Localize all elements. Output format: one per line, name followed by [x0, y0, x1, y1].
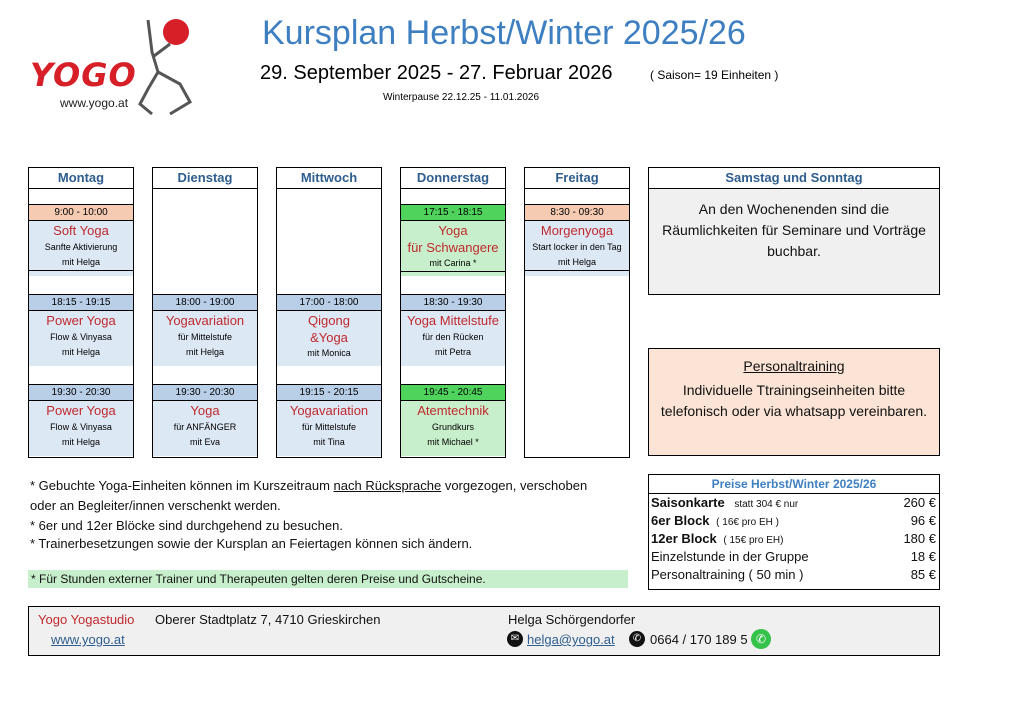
course-slot[interactable] [29, 204, 133, 276]
phone-icon: ✆ [629, 631, 645, 647]
slot-time: 9:00 - 10:00 [29, 204, 133, 221]
price-value: 180 € [903, 531, 936, 546]
note-line: * Trainerbesetzungen sowie der Kursplan an Feiertagen können sich ändern. [30, 536, 473, 551]
slot-time: 18:00 - 19:00 [153, 294, 257, 311]
weekend-text-line: buchbar. [767, 243, 821, 259]
price-row [649, 530, 939, 548]
slot-name: Yoga [438, 223, 468, 238]
slot-name: Yogavariation [165, 313, 245, 328]
price-row [649, 548, 939, 566]
slot-trainer: mit Helga [29, 255, 133, 271]
personal-training-title: Personaltraining [743, 358, 845, 374]
course-slot[interactable] [277, 294, 381, 366]
price-row [649, 512, 939, 530]
day-column-donnerstag [400, 167, 506, 458]
slot-desc: Sanfte Aktivierung [44, 242, 118, 252]
slot-trainer: mit Michael * [427, 437, 479, 447]
slot-desc: Flow & Vinyasa [50, 422, 112, 432]
slot-name-line2: für Schwangere [407, 240, 499, 255]
footer [28, 606, 940, 656]
day-column-montag [28, 167, 134, 458]
slot-trainer: mit Helga [525, 255, 629, 271]
slot-trainer: mit Eva [189, 437, 220, 447]
price-label: Einzelstunde in der Gruppe [651, 549, 809, 564]
day-header: Donnerstag [401, 168, 505, 189]
price-title: Preise Herbst/Winter 2025/26 [649, 475, 939, 494]
slot-time: 19:45 - 20:45 [401, 384, 505, 401]
price-label: 12er Block [651, 531, 717, 546]
course-dates: 29. September 2025 - 27. Februar 2026 [260, 62, 613, 84]
price-box [648, 474, 940, 590]
logo-url[interactable]: www.yogo.at [60, 96, 129, 110]
slot-desc: für Mittelstufe [177, 332, 233, 342]
weekend-text-line: Räumlichkeiten für Seminare und Vorträge [662, 222, 926, 238]
price-note: statt 304 € nur [734, 499, 799, 510]
season-info: ( Saison= 19 Einheiten ) [650, 68, 779, 82]
slot-trainer: mit Tina [313, 437, 345, 447]
slot-time: 8:30 - 09:30 [525, 204, 629, 221]
weekend-title: Samstag und Sonntag [649, 168, 939, 189]
price-value: 85 € [910, 567, 936, 582]
page-title: Kursplan Herbst/Winter 2025/26 [262, 14, 746, 52]
slot-trainer: mit Helga [61, 437, 100, 447]
note-text: * Gebuchte Yoga-Einheiten können im Kurszeitraum [30, 478, 334, 493]
slot-name: Power Yoga [46, 313, 116, 328]
personal-text-line: Individuelle Ttrainingseinheiten bitte [682, 382, 906, 398]
course-slot[interactable] [29, 384, 133, 456]
slot-trainer: mit Monica [307, 348, 351, 358]
price-row [649, 566, 939, 584]
weekend-text-line: An den Wochenenden sind die [698, 201, 890, 217]
slot-name: Yoga [190, 403, 220, 418]
slot-trainer: mit Carina * [401, 256, 505, 272]
price-row [649, 494, 939, 512]
slot-time: 19:15 - 20:15 [277, 384, 381, 401]
course-slot[interactable] [29, 294, 133, 366]
slot-trainer: mit Helga [185, 347, 224, 357]
course-slot[interactable] [401, 384, 505, 456]
slot-time: 19:30 - 20:30 [153, 384, 257, 401]
note-underlined: nach Rücksprache [333, 478, 442, 493]
price-label: Saisonkarte [651, 495, 725, 510]
price-value: 96 € [910, 513, 936, 528]
slot-desc: Start locker in den Tag [532, 242, 622, 252]
course-slot[interactable] [401, 204, 505, 276]
day-header: Montag [29, 168, 133, 189]
day-header: Dienstag [153, 168, 257, 189]
slot-name: Yoga Mittelstufe [406, 313, 500, 328]
slot-name: Qigong [308, 313, 350, 328]
slot-name: Morgenyoga [540, 223, 614, 238]
note-line [30, 478, 587, 493]
price-note: ( 16€ pro EH ) [716, 517, 779, 528]
note-text: vorgezogen, verschoben [441, 478, 588, 493]
slot-name: Atemtechnik [417, 403, 489, 418]
studio-address: Oberer Stadtplatz 7, 4710 Grieskirchen [155, 612, 381, 627]
personal-training-box [648, 348, 940, 456]
contact-name: Helga Schörgendorfer [508, 612, 636, 627]
note-external-trainers: * Für Stunden externer Trainer und Therapeuten gelten deren Preise und Gutscheine. [28, 570, 628, 588]
studio-name: Yogo Yogastudio [38, 612, 135, 627]
slot-time: 17:15 - 18:15 [401, 204, 505, 221]
slot-desc: Grundkurs [431, 422, 475, 432]
course-slot[interactable] [153, 294, 257, 366]
whatsapp-icon[interactable]: ✆ [751, 629, 771, 649]
website-link[interactable]: www.yogo.at [51, 632, 125, 647]
slot-trainer: mit Helga [61, 347, 100, 357]
email-link[interactable]: helga@yogo.at [527, 632, 615, 647]
slot-name: Soft Yoga [53, 223, 109, 238]
day-header: Freitag [525, 168, 629, 189]
personal-training-text [649, 380, 939, 422]
price-value: 260 € [903, 495, 936, 510]
note-line: * 6er und 12er Blöcke sind durchgehend zu besuchen. [30, 518, 343, 533]
day-header: Mittwoch [277, 168, 381, 189]
phone-number[interactable]: 0664 / 170 189 5 [650, 632, 748, 647]
mail-icon: ✉ [507, 631, 523, 647]
slot-time: 18:30 - 19:30 [401, 294, 505, 311]
slot-time: 17:00 - 18:00 [277, 294, 381, 311]
logo-text: YOGO [30, 56, 137, 94]
slot-name: Yogavariation [289, 403, 369, 418]
price-note: ( 15€ pro EH) [723, 535, 784, 546]
note-line: oder an Begleiter/innen verschenkt werden. [30, 498, 281, 513]
slot-name-line2: &Yoga [310, 330, 348, 345]
course-slot[interactable] [525, 204, 629, 276]
course-slot[interactable] [401, 294, 505, 366]
course-slot[interactable] [277, 384, 381, 456]
slot-desc: für Mittelstufe [301, 422, 357, 432]
day-column-mittwoch [276, 167, 382, 458]
slot-time: 19:30 - 20:30 [29, 384, 133, 401]
price-value: 18 € [910, 549, 936, 564]
slot-desc: für ANFÄNGER [173, 422, 237, 432]
slot-time: 18:15 - 19:15 [29, 294, 133, 311]
slot-trainer: mit Petra [434, 347, 471, 357]
slot-desc: Flow & Vinyasa [50, 332, 112, 342]
day-column-freitag [524, 167, 630, 458]
winter-break: Winterpause 22.12.25 - 11.01.2026 [383, 92, 540, 103]
price-label: 6er Block [651, 513, 710, 528]
weekend-text [649, 189, 939, 262]
weekend-box [648, 167, 940, 295]
course-slot[interactable] [153, 384, 257, 456]
personal-text-line: telefonisch oder via whatsapp vereinbaren. [660, 403, 928, 419]
slot-desc: für den Rücken [422, 332, 484, 342]
slot-name: Power Yoga [46, 403, 116, 418]
price-label: Personaltraining ( 50 min ) [651, 567, 804, 582]
day-column-dienstag [152, 167, 258, 458]
